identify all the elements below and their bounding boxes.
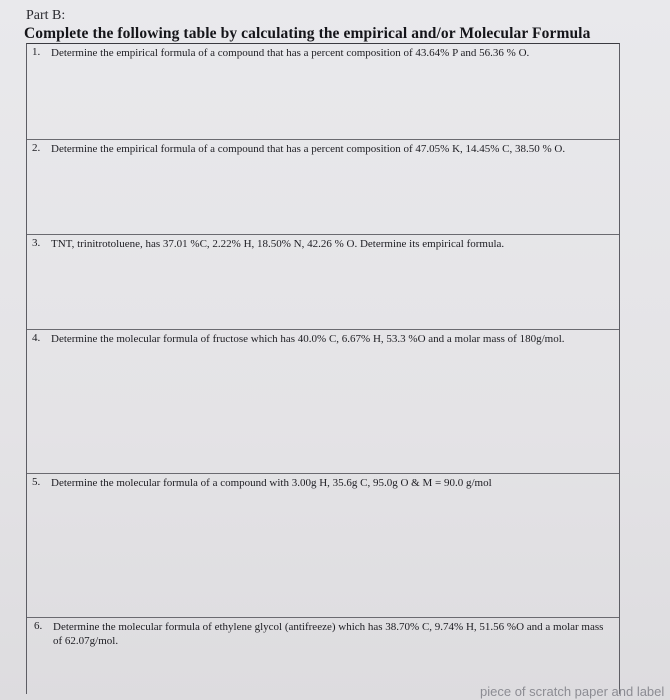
question-text: Determine the molecular formula of fructose which has 40.0% C, 6.67% H, 53.3 %O and a molar mass of 180g/mol. (51, 333, 565, 345)
question-text: Determine the empirical formula of a compound that has a percent composition of 47.05% K, 14.45% C, 38.50 % O. (51, 143, 566, 155)
table-heading: Complete the following table by calculating the empirical and/or Molecular Formula (24, 25, 591, 42)
question-row-3 (27, 235, 619, 330)
question-row-2 (27, 140, 619, 235)
question-number: 3. (32, 237, 41, 249)
cut-off-footer-text: piece of scratch paper and label (480, 684, 665, 699)
question-text: TNT, trinitrotoluene, has 37.01 %C, 2.22% H, 18.50% N, 42.26 % O. Determine its empirical formula. (51, 238, 505, 250)
question-text: Determine the molecular formula of a compound with 3.00g H, 35.6g C, 95.0g O & M = 90.0 g/mol (51, 477, 492, 489)
question-row-4 (27, 330, 619, 474)
question-number: 6. (34, 620, 43, 632)
question-row-6 (27, 618, 619, 694)
formula-table (26, 43, 620, 694)
question-number: 4. (32, 332, 41, 344)
question-row-1 (27, 44, 619, 140)
question-number: 2. (32, 142, 41, 154)
part-label: Part B: (26, 8, 66, 23)
question-text: Determine the empirical formula of a compound that has a percent composition of 43.64% P and 56.36 % O. (51, 47, 530, 59)
question-row-5 (27, 474, 619, 618)
question-text: Determine the molecular formula of ethylene glycol (antifreeze) which has 38.70% C, 9.74% H, 51.56 %O and a molar mass of 62.07g/mol. (53, 621, 604, 647)
question-number: 5. (32, 476, 41, 488)
question-number: 1. (32, 46, 41, 58)
